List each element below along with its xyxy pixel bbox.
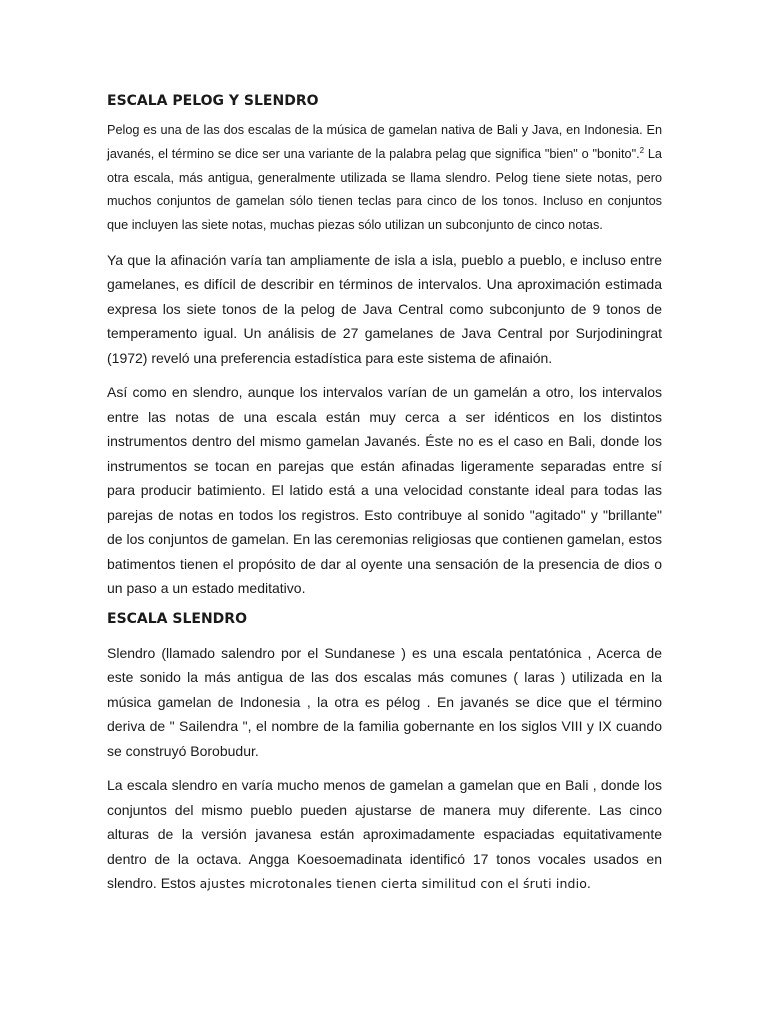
paragraph-slendro-intro: Slendro (llamado salendro por el Sundanese ) es una escala pentatónica , Acerca de este sonido la más antigua de las dos escalas más comunes ( laras ) utilizada en la música gamelan de Indonesia , la otra es pélog . En javanés se dice que el término deriva de " Sailendra ", el nombre de la familia gobernante en los siglos VIII y IX cuando se construyó Borobudur. xyxy=(107,644,662,759)
paragraph-pelog-intervals: Así como en slendro, aunque los intervalos varían de un gamelán a otro, los intervalos entre las notas de una escala están muy cerca a ser idénticos en los distintos instrumentos dentro del mismo gamelan Javanés. Éste no es el caso en Bali, donde los instrumentos se tocan en parejas que están afinadas ligeramente separadas entre sí para producir batimiento. El latido está a una velocidad constante ideal para todas las parejas de notas en todos los registros. Esto contribuye al sonido "agitado" y "brillante" de los conjuntos de gamelan. En las ceremonias religiosas que contienen gamelan, estos batimentos tienen el propósito de dar al oyente una sensación de la presencia de dios o un paso a un estado meditativo. xyxy=(107,384,662,597)
section-heading-slendro: ESCALA SLENDRO xyxy=(107,610,247,627)
paragraph-pelog-tuning: Ya que la afinación varía tan ampliamente de isla a isla, pueblo a pueblo, e incluso entre gamelanes, es difícil de describir en términos de intervalos. Una aproximación estimada expresa los siete tonos de la pelog de Java Central como subconjunto de 9 tonos de temperamento igual. Un análisis de 27 gamelanes de Java Central por Surjodiningrat (1972) reveló una preferencia estadística para este sistema de afinaión. xyxy=(107,251,662,366)
footnote-marker: 2 xyxy=(639,145,645,155)
paragraph-slendro-variation xyxy=(107,773,662,897)
paragraph-pelog-intro-text-b: La otra escala, más antigua, generalmente utilizada se llama slendro. Pelog tiene siete notas, pero muchos conjuntos de gamelan sólo tienen teclas para cinco de los tonos. Incluso en conjuntos que incluyen las siete notas, muchas piezas sólo utilizan un subconjunto de cinco notas. xyxy=(107,146,662,233)
paragraph-slendro-variation-tail: ajustes microtonales tienen cierta similitud con el śruti indio. xyxy=(199,876,591,892)
section-heading-pelog-slendro: ESCALA PELOG Y SLENDRO xyxy=(107,93,319,109)
paragraph-slendro-variation-text: La escala slendro en varía mucho menos de gamelan a gamelan que en Bali , donde los conjuntos del mismo pueblo pueden ajustarse de manera muy diferente. Las cinco alturas de la versión javanesa están aproximadamente espaciadas equitativamente dentro de la octava. Angga Koesoemadinata identificó 17 tonos vocales usados en slendro. Estos xyxy=(107,777,662,892)
paragraph-pelog-intro xyxy=(107,119,662,238)
paragraph-pelog-intro-text-a: Pelog es una de las dos escalas de la música de gamelan nativa de Bali y Java, en Indonesia. En javanés, el término se dice ser una variante de la palabra pelag que significa "bien" o "bonito". xyxy=(107,123,662,161)
